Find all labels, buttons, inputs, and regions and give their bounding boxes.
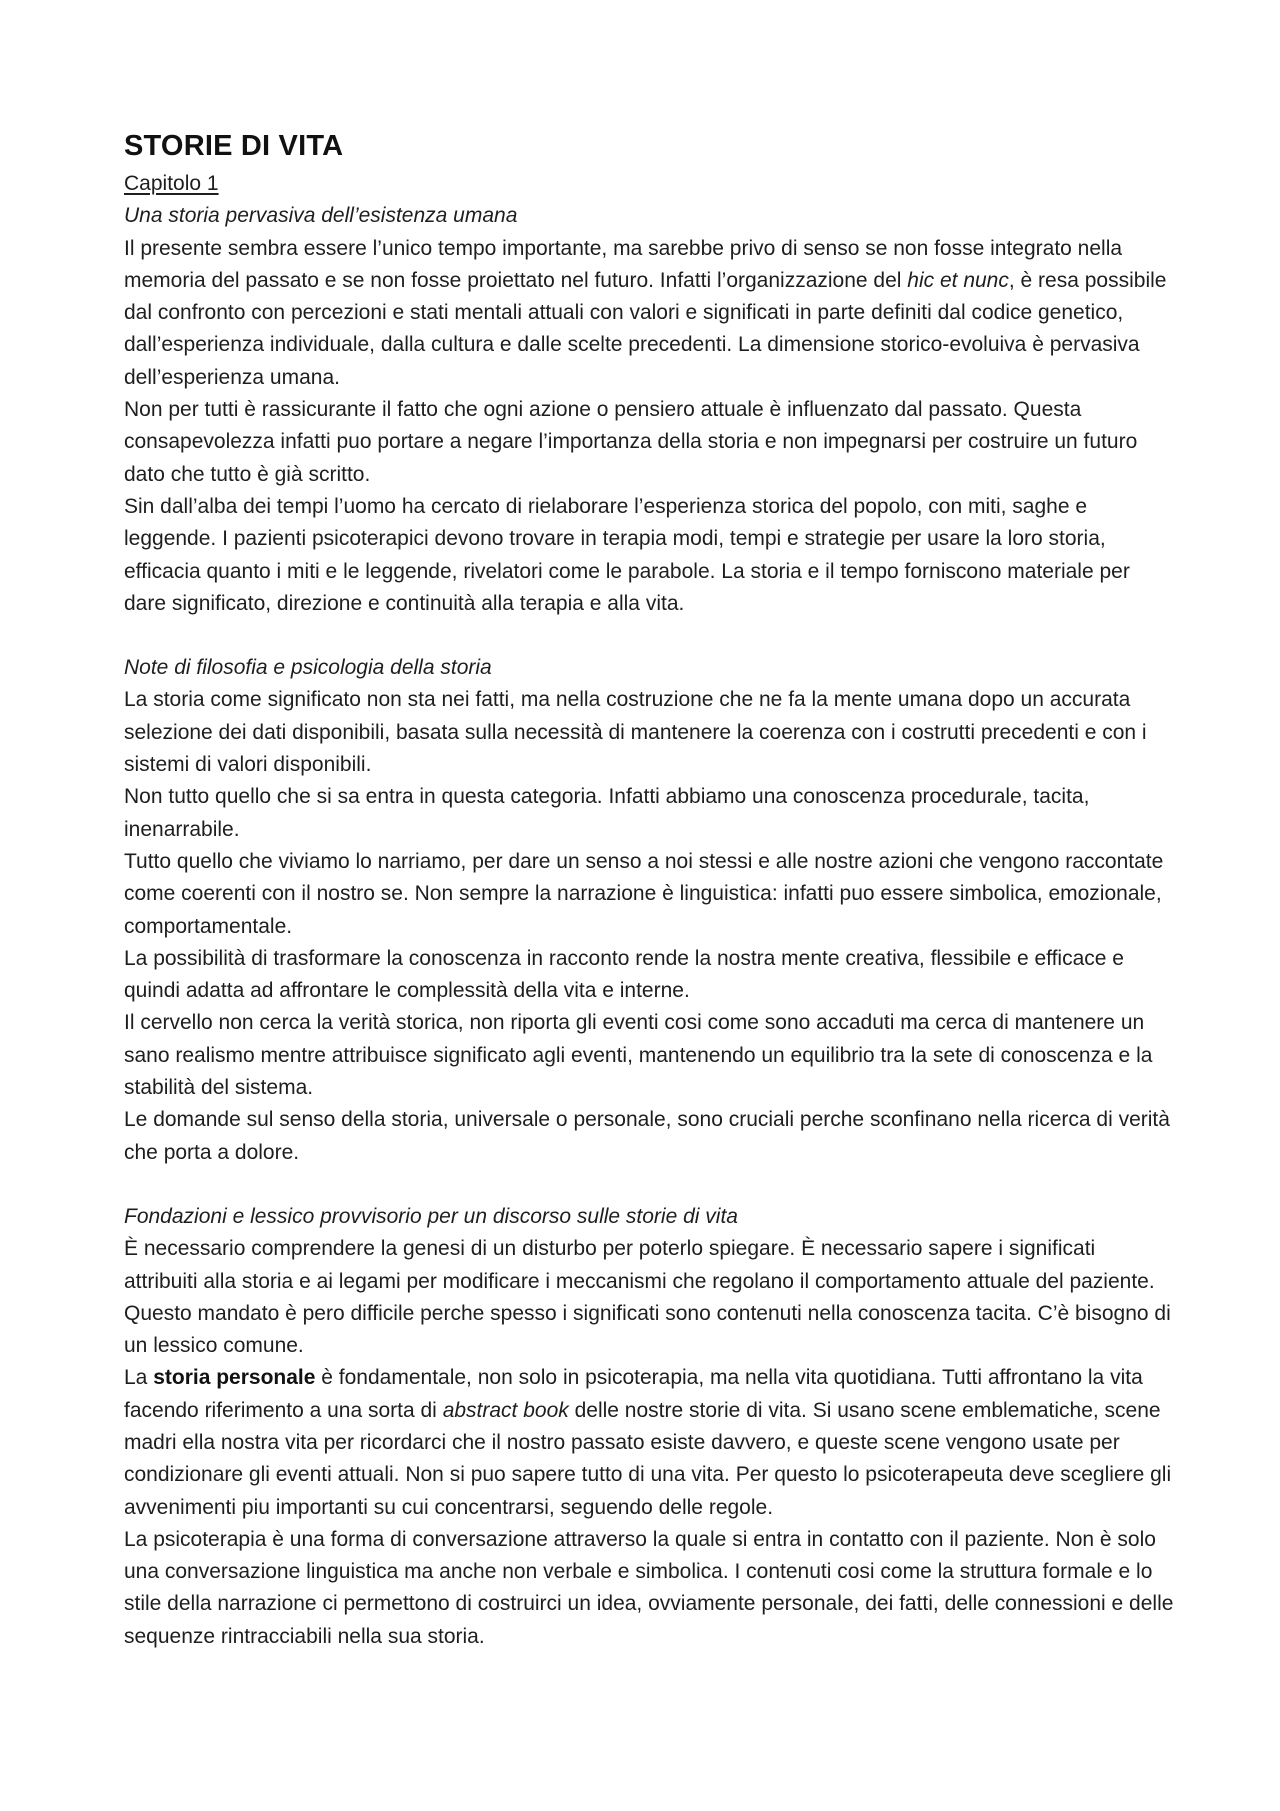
section-1-paragraph-3: Sin dall’alba dei tempi l’uomo ha cercato di rielaborare l’esperienza storica del popolo, con miti, saghe e leggende. I pazienti psicoterapici devono trovare in terapia modi, tempi e strategie per usare la loro storia, efficacia quanto i miti e le leggende, rivelatori come le parabole. La storia e il tempo forniscono materiale per dare significato, direzione e continuità alla terapia e alla vita.	[124, 494, 1130, 615]
section-3-paragraph-3: La psicoterapia è una forma di conversazione attraverso la quale si entra in contatto con il paziente. Non è solo una conversazione linguistica ma anche non verbale e simbolica. I contenuti cosi come la struttura formale e lo stile della narrazione ci permettono di costruirci un idea, ovviamente personale, dei fatti, delle connessioni e delle sequenze rintracciabili nella sua storia.	[124, 1527, 1174, 1648]
section-1-heading: Una storia pervasiva dell’esistenza umana	[124, 204, 518, 228]
text-run: è fondamentale, non solo in psicoterapia, ma nella vita quotidiana. Tutti affrontano la vita facendo riferimento a una sorta di	[124, 1366, 1143, 1422]
section-2-paragraph-5: Il cervello non cerca la verità storica, non riporta gli eventi cosi come sono accaduti ma cerca di mantenere un sano realismo mentre attribuisce significato agli eventi, mantenendo un equilibrio tra la sete di conoscenza e la stabilità del sistema.	[124, 1011, 1153, 1100]
section-2-paragraph-3: Tutto quello che viviamo lo narriamo, per dare un senso a noi stessi e alle nostre azioni che vengono raccontate come coerenti con il nostro se. Non sempre la narrazione è linguistica: infatti puo essere simbolica, emozionale, comportamentale.	[124, 849, 1164, 938]
text-run: delle nostre storie di vita. Si usano scene emblematiche, scene madri ella nostra vita per ricordarci che il nostro passato esiste davvero, e queste scene vengono usate per condizionare gli eventi attuali. Non si puo sapere tutto di una vita. Per questo lo psicoterapeuta deve scegliere gli avvenimenti piu importanti su cui concentrarsi, seguendo delle regole.	[124, 1398, 1172, 1519]
text-run: , è resa possibile dal confronto con percezioni e stati mentali attuali con valori e significati in parte definiti dal codice genetico, dall’esperienza individuale, dalla cultura e dalle scelte precedenti. La dimensione storico-evoluiva è pervasiva dell’esperienza umana.	[124, 268, 1167, 389]
text-run: Il presente sembra essere l’unico tempo importante, ma sarebbe privo di senso se non fosse integrato nella memoria del passato e se non fosse proiettato nel futuro. Infatti l’organizzazione del	[124, 236, 1123, 292]
section-2-paragraph-4: La possibilità di trasformare la conoscenza in racconto rende la nostra mente creativa, flessibile e efficace e quindi adatta ad affrontare le complessità della vita e interne.	[124, 946, 1124, 1003]
section-1	[124, 200, 1174, 620]
section-2	[124, 652, 1174, 1169]
section-2-paragraph-2: Non tutto quello che si sa entra in questa categoria. Infatti abbiamo una conoscenza procedurale, tacita, inenarrabile.	[124, 785, 1090, 841]
section-2-paragraph-1: La storia come significato non sta nei fatti, ma nella costruzione che ne fa la mente umana dopo un accurata selezione dei dati disponibili, basata sulla necessità di mantenere la coerenza con i costrutti precedenti e con i sistemi di valori disponibili.	[124, 688, 1147, 777]
paragraph-gap	[124, 1169, 1174, 1201]
text-run: La	[124, 1366, 154, 1390]
italic-term: hic et nunc	[907, 268, 1009, 292]
section-3-paragraph-1: È necessario comprendere la genesi di un disturbo per poterlo spiegare. È necessario sapere i significati attribuiti alla storia e ai legami per modificare i meccanismi che regolano il comportamento attuale del paziente. Questo mandato è pero difficile perche spesso i significati sono contenuti nella conoscenza tacita. C’è bisogno di un lessico comune.	[124, 1237, 1171, 1358]
document-page	[124, 126, 1174, 1653]
section-2-heading: Note di filosofia e psicologia della storia	[124, 656, 492, 680]
chapter-label: Capitolo 1	[124, 172, 219, 195]
italic-term: abstract book	[442, 1398, 569, 1422]
section-1-paragraph-1	[124, 233, 1174, 394]
section-1-paragraph-2: Non per tutti è rassicurante il fatto che ogni azione o pensiero attuale è influenzato dal passato. Questa consapevolezza infatti puo portare a negare l’importanza della storia e non impegnarsi per costruire un futuro dato che tutto è già scritto.	[124, 398, 1138, 486]
section-2-paragraph-6: Le domande sul senso della storia, universale o personale, sono cruciali perche sconfinano nella ricerca di verità che porta a dolore.	[124, 1108, 1170, 1164]
bold-term: storia personale	[153, 1366, 316, 1390]
section-3-paragraph-2	[124, 1362, 1174, 1523]
paragraph-gap	[124, 620, 1174, 652]
section-3	[124, 1201, 1174, 1653]
document-title: STORIE DI VITA	[124, 130, 344, 162]
section-3-heading: Fondazioni e lessico provvisorio per un discorso sulle storie di vita	[124, 1204, 738, 1228]
